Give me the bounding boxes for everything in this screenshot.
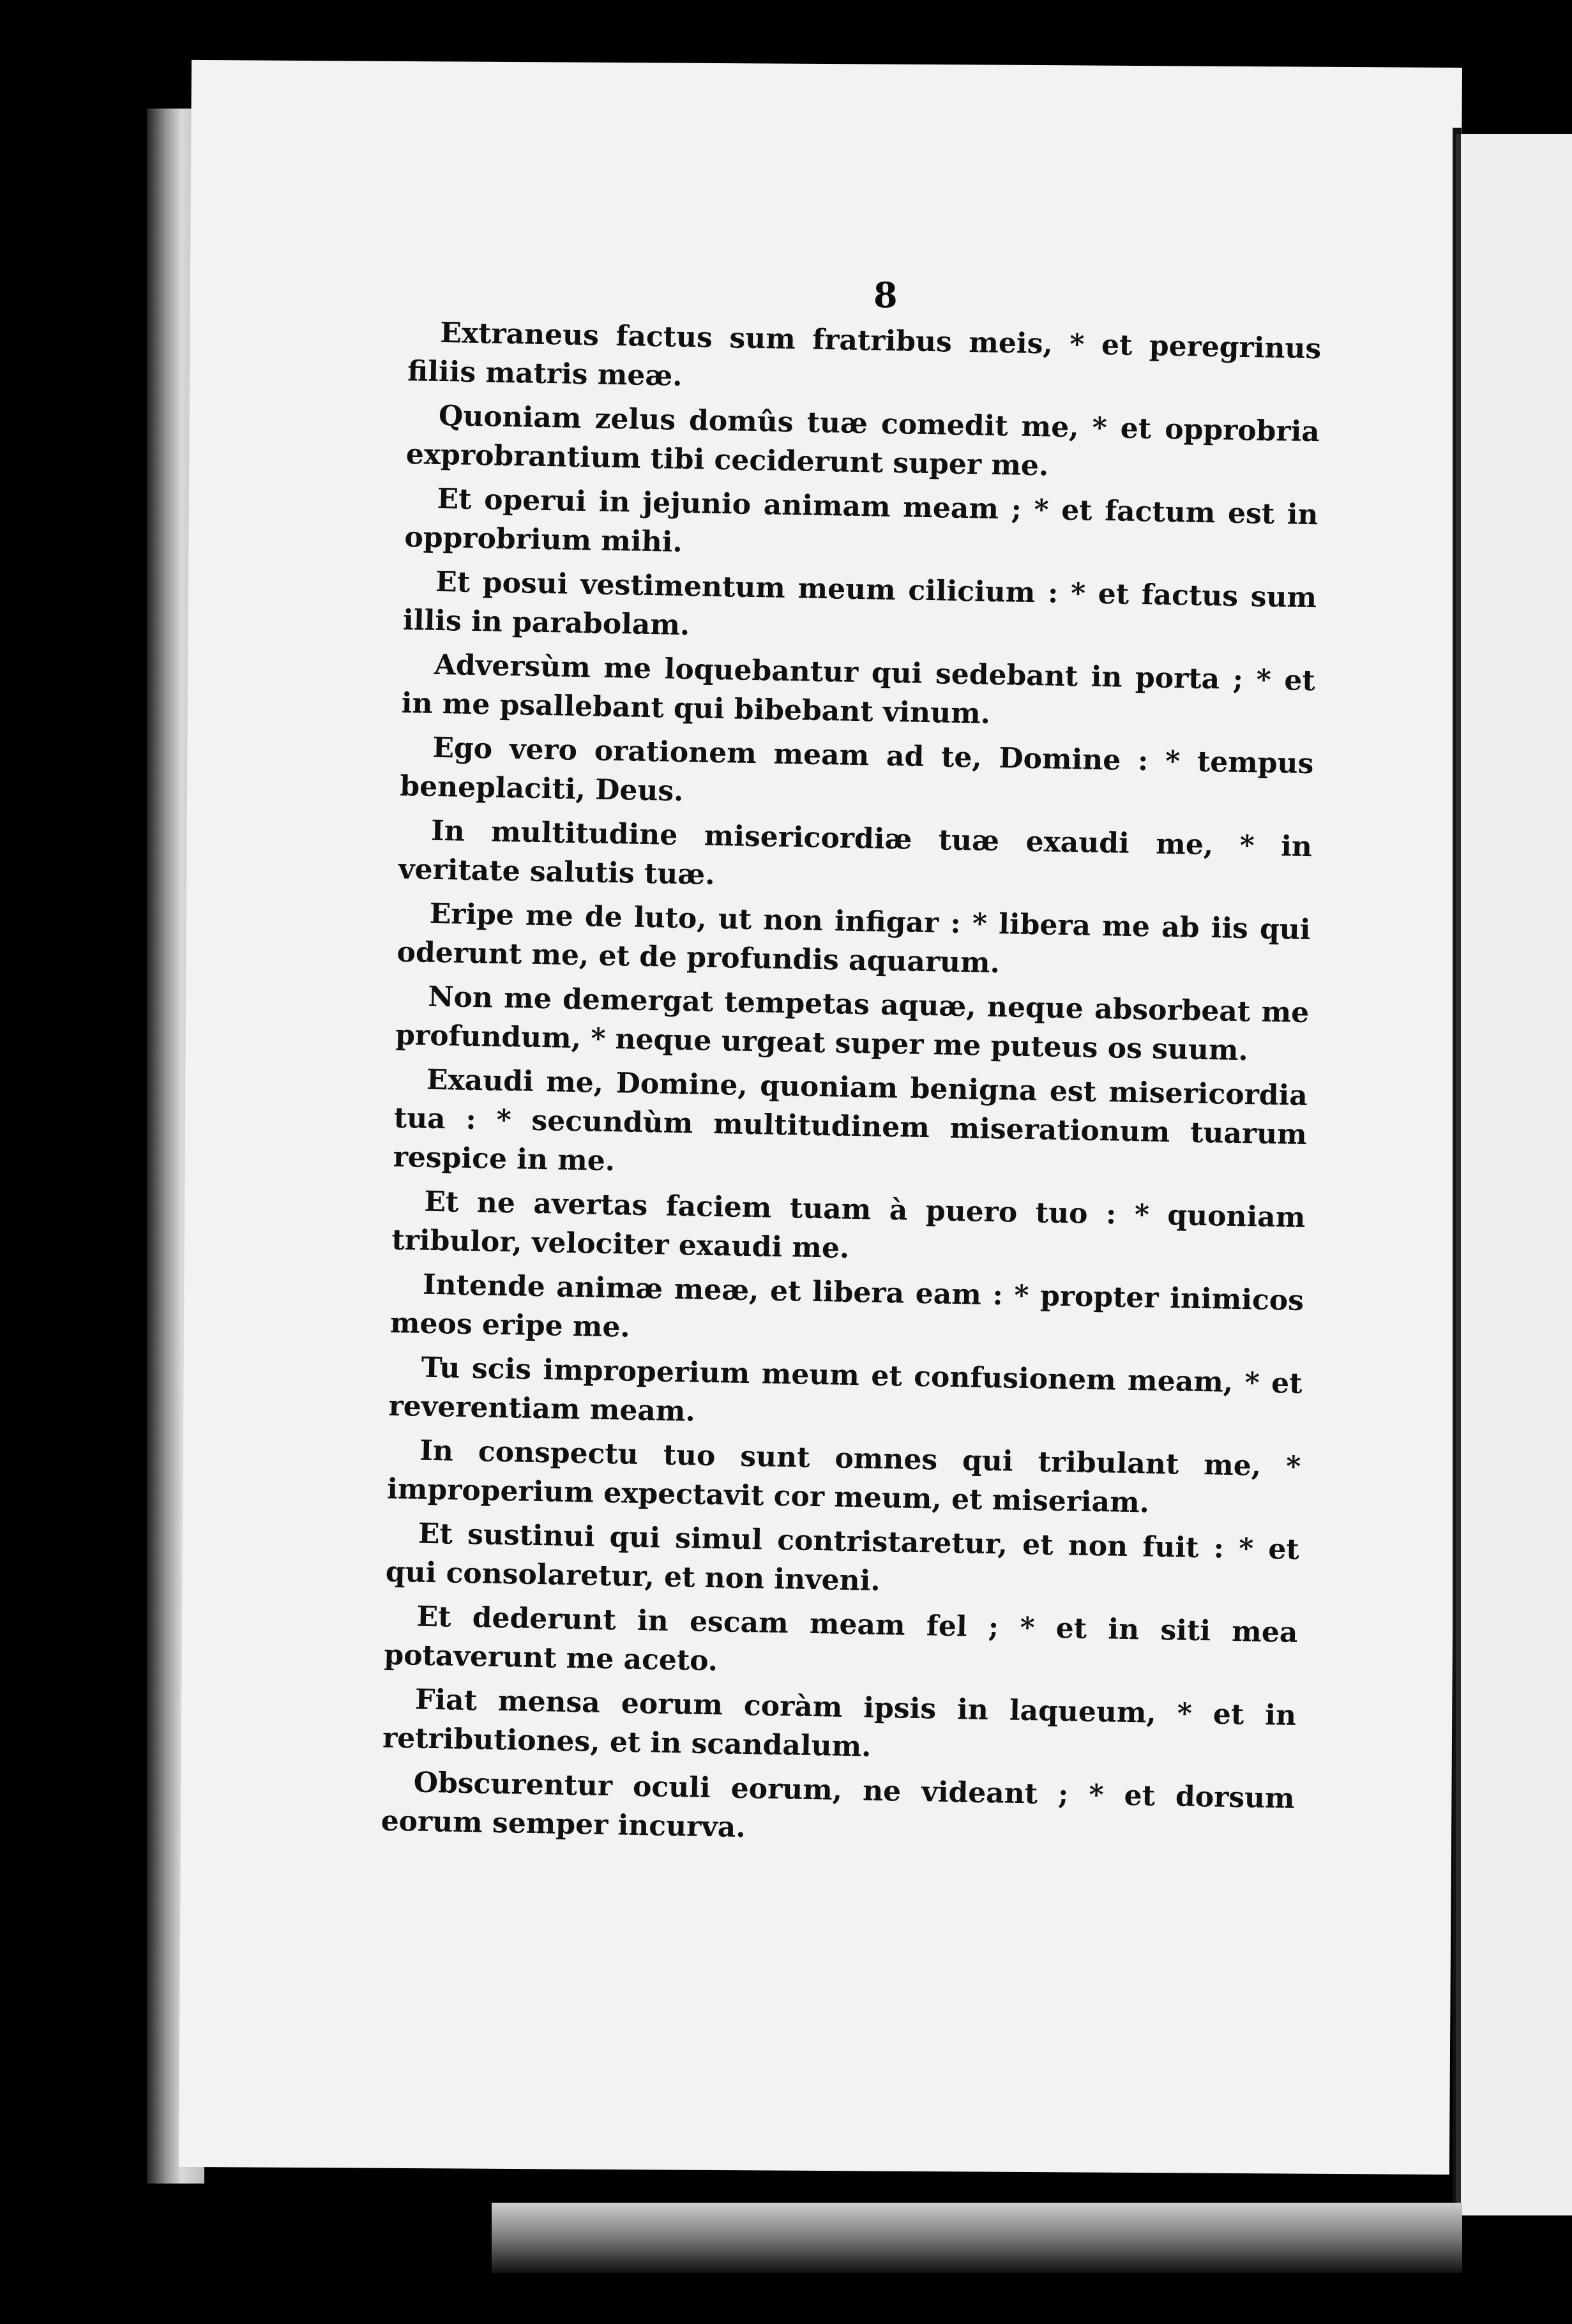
verse: Tu scis improperium meum et confusionem meam, * et reverentiam meam. (388, 1351, 1303, 1428)
bottom-page-shadow (492, 2203, 1462, 2273)
verse: Exaudi me, Domine, quoniam benigna est misericordia tua : * secundùm multitudinem miserationum tuarum respice in me. (393, 1063, 1308, 1178)
verse: Et dederunt in escam meam fel ; * et in siti mea potaverunt me aceto. (384, 1600, 1298, 1678)
verse: Extraneus factus sum fratribus meis, * et peregrinus filiis matris meæ. (407, 316, 1322, 393)
verse: In multitudine misericordiæ tuæ exaudi me, * in veritate salutis tuæ. (398, 814, 1313, 891)
verse: Et posui vestimentum meum cilicium : * et factus sum illis in parabolam. (402, 565, 1317, 642)
next-page-sliver (1456, 134, 1572, 2215)
verse: Non me demergat tempetas aquæ, neque absorbeat me profundum, * neque urgeat super me puteus os suum. (395, 980, 1310, 1068)
psalm-text (381, 313, 1322, 1862)
verse: In conspectu tuo sunt omnes qui tribulant me, * improperium expectavit cor meum, et miseriam. (386, 1434, 1301, 1520)
verse: Fiat mensa eorum coràm ipsis in laqueum, * et in retributiones, et in scandalum. (382, 1683, 1297, 1763)
verse: Intende animæ meæ, et libera eam : * propter inimicos meos eripe me. (389, 1268, 1304, 1344)
verse: Ego vero orationem meam ad te, Domine : * tempus beneplaciti, Deus. (399, 731, 1314, 808)
verse: Obscurentur oculi eorum, ne videant ; * et dorsum eorum semper incurva. (381, 1766, 1296, 1845)
verse: Adversùm me loquebantur qui sedebant in porta ; * et in me psallebant qui bibebant vinum. (401, 648, 1316, 730)
verse: Et ne avertas faciem tuam à puero tuo : * quoniam tribulor, velociter exaudi me. (391, 1185, 1306, 1265)
verse: Et operui in jejunio animam meam ; * et factum est in opprobrium mihi. (404, 482, 1319, 559)
verse: Quoniam zelus domûs tuæ comedit me, * et opprobria exprobrantium tibi ceciderunt super me. (405, 399, 1320, 483)
verse: Eripe me de luto, ut non infigar : * libera me ab iis qui oderunt me, et de profundis aquarum. (397, 897, 1311, 980)
page-number: 8 (873, 275, 898, 315)
verse: Et sustinui qui simul contristaretur, et non fuit : * et qui consolaretur, et non inveni. (385, 1517, 1300, 1597)
